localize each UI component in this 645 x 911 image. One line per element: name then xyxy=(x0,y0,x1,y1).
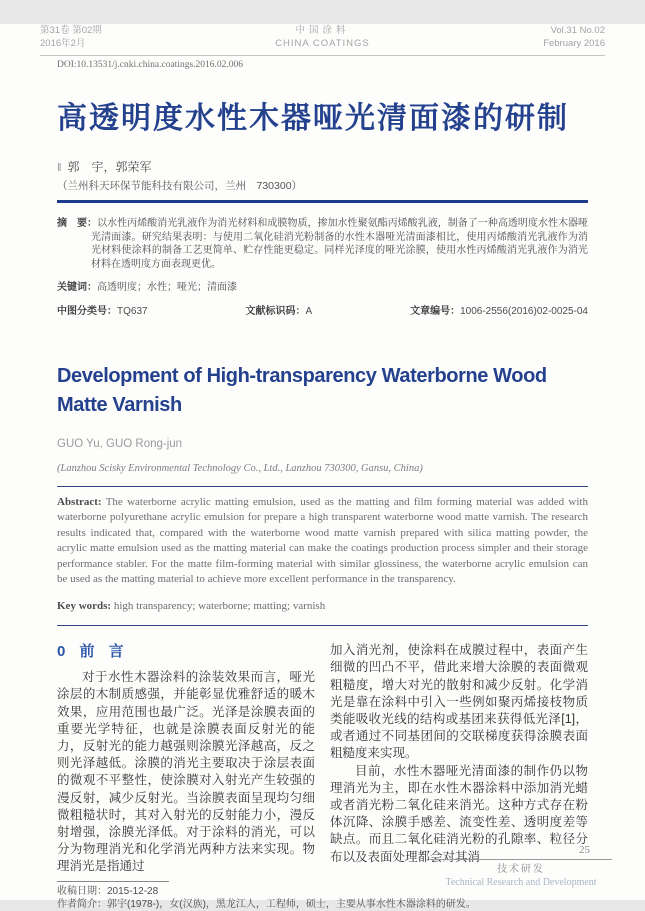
header-volume-en: Vol.31 No.02 xyxy=(550,25,605,36)
section-heading: 0 前 言 xyxy=(57,643,124,661)
abstract-cn xyxy=(57,217,588,271)
article-no-item xyxy=(410,305,588,319)
journal-name-cn: 中国涂料 xyxy=(295,25,350,36)
received-label: 收稿日期： xyxy=(57,885,107,897)
header-volume-cn: 第31卷 第02期 xyxy=(40,25,102,36)
page-number: 25 xyxy=(579,844,590,856)
classification-row xyxy=(57,305,588,319)
header-journal-name xyxy=(275,24,370,50)
abstract-cn-text: 以水性丙烯酸消光乳液作为消光材料和成膜物质，掺加水性聚氨酯丙烯酸乳液，制备了一种高透明度水性木器哑光清面漆。研究结果表明：与使用二氧化硅消光粉制备的水性木器哑光清面漆相比，使用丙烯酸消光乳液作为消光材料使涂料的制备工艺更简单、贮存性能更稳定。同样光泽度的哑光涂膜，使用水性丙烯酸消光乳液作为消光材料在透明度方面表现更优。 xyxy=(91,218,589,270)
page-header xyxy=(40,24,605,50)
footer-column-en: Technical Research and Development xyxy=(445,877,597,888)
affiliation-cn: （兰州科天环保节能科技有限公司，兰州 730300） xyxy=(57,180,303,193)
doc-code-label: 文献标识码： xyxy=(245,305,306,317)
authors-cn: 郭 宇，郭荣军 xyxy=(67,160,152,175)
body-column-left xyxy=(57,642,315,875)
abstract-en-top-divider xyxy=(57,486,588,487)
keywords-en-label: Key words: xyxy=(57,599,112,612)
page-footer xyxy=(430,843,612,889)
header-date-cn: 2016年2月 xyxy=(40,38,86,49)
body-paragraph: 目前，水性木器哑光清面漆的制作仍以物理消光为主，即在水性木器涂料中添加消光蜡或者消光粉二氧化硅来消光。这种方式存在粉体沉降、涂膜手感差、流变性差、透明度差等缺点。而且二氧化硅消光粉的孔隙率、粒径分布以及表面处理都会对其消 xyxy=(330,763,588,864)
abstract-cn-label: 摘 要： xyxy=(57,218,98,230)
keywords-cn: 高透明度；水性；哑光；清面漆 xyxy=(97,282,237,294)
footer-divider xyxy=(430,859,612,860)
affiliation-en: (Lanzhou Scisky Environmental Technology Co., Ltd., Lanzhou 730300, Gansu, China) xyxy=(57,462,423,474)
clc-label: 中图分类号： xyxy=(57,305,117,317)
doi-line: DOI:10.13531/j.cnki.china.coatings.2016.02.006 xyxy=(57,60,244,70)
received-value: 2015-12-28 xyxy=(107,885,159,897)
article-title-en: Development of High-transparency Waterborne Wood Matte Varnish xyxy=(57,365,547,417)
article-no-value: 1006-2556(2016)02-0025-04 xyxy=(460,305,588,317)
authors-cn-row xyxy=(57,160,588,176)
author-mark-icon: ‖ xyxy=(57,162,62,175)
authors-en: GUO Yu, GUO Rong-jun xyxy=(57,437,183,450)
header-issue-cn xyxy=(40,24,102,50)
body-column-right xyxy=(330,642,588,875)
abstract-en xyxy=(57,495,588,588)
body-paragraph: 加入消光剂，使涂料在成膜过程中，表面产生细微的凹凸不平，借此来增大涂膜的表面微观粗糙度，增大对光的散射和减少反射。化学消光是靠在涂料中引入一些例如聚丙烯接枝物质类能吸收光线的结构或基团来获得低光泽[1]，或者通过不同基团间的交联梯度获得涂膜表面粗糙度来实现。 xyxy=(330,643,588,761)
header-issue-en xyxy=(543,24,605,50)
footer-column-cn: 技术研发 xyxy=(497,864,545,875)
keywords-en-row xyxy=(57,599,588,615)
journal-name-en: CHINA COATINGS xyxy=(275,38,370,49)
abstract-en-bottom-divider xyxy=(57,625,588,626)
clc-value: TQ637 xyxy=(117,305,148,317)
clc-item xyxy=(57,305,148,319)
article-no-label: 文章编号： xyxy=(410,305,461,317)
journal-page xyxy=(0,24,645,910)
bio-label: 作者简介： xyxy=(57,898,107,910)
body-paragraph: 对于水性木器涂料的涂装效果而言，哑光涂层的木制质感强，并能彰显优雅舒适的暖木效果，应用范围也最广泛。光泽是涂膜表面的重要光学特征，也就是涂膜表面反射光的能力，反射光的能力越强则涂膜光泽越高，反之则光泽越低。涂膜的消光主要取决于涂层表面的微观不平整性，使涂膜对入射光产生较强的漫反射，减少反射光。当涂膜表面呈现均匀细微粗糙状时，其对入射光的反射能力小，漫反射增强，涂膜光泽低。对于涂料的消光，可以分为物理消光和化学消光两种方法来实现。物理消光是指通过 xyxy=(57,670,315,874)
abstract-en-text: The waterborne acrylic matting emulsion, used as the matting and film forming material was added with waterborne polyurethane acrylic emulsion for prepare a high transparent waterborne wood matte varnish. The research results indicated that, compared with the waterborne wood matte varnish prepared with silica matting powder, the acrylic matte emulsion used as the matting material can make the coatings production process simpler and their storage performance stabler. For the matte film-forming material with similar glossiness, the waterborne acrylic emulsion can be used as the matting material to achieve more excellent performance in the transparency. xyxy=(57,495,588,586)
abstract-en-label: Abstract: xyxy=(57,495,102,508)
keywords-cn-label: 关键词： xyxy=(57,282,97,294)
bio-value: 郭宇(1978-)，女(汉族)，黑龙江人，工程师，硕士，主要从事水性木器涂料的研发。 xyxy=(107,898,476,910)
doc-code-value: A xyxy=(305,305,313,317)
doc-code-item xyxy=(246,305,313,319)
keywords-en: high transparency; waterborne; matting; varnish xyxy=(113,599,326,612)
keywords-cn-row xyxy=(57,281,588,295)
title-divider xyxy=(57,200,588,203)
header-date-en: February 2016 xyxy=(543,38,605,49)
article-body xyxy=(57,642,588,875)
footnote-divider xyxy=(57,881,169,882)
footnote-bio xyxy=(57,898,588,911)
article-title-cn: 高透明度水性木器哑光清面漆的研制 xyxy=(57,102,569,135)
header-divider xyxy=(40,55,605,56)
